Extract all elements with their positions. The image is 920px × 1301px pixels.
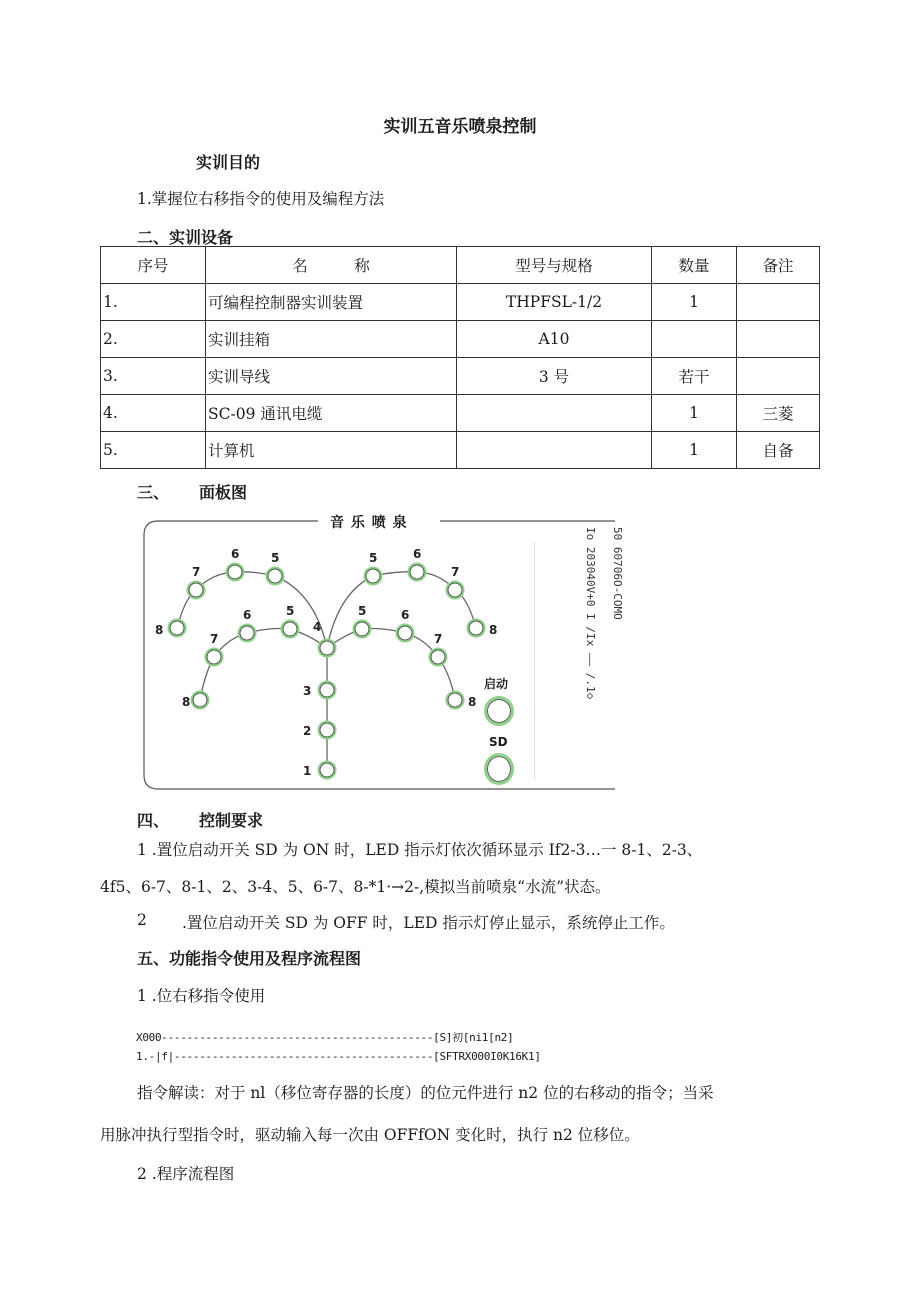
section-heading-control: 控制要求 [199, 811, 264, 830]
start-label: 启动 [484, 677, 509, 691]
section-heading-panel-num: 三、 [137, 483, 170, 502]
svg-text:8: 8 [468, 695, 477, 709]
panel-svg [140, 513, 615, 793]
equipment-table [100, 246, 820, 469]
svg-text:6: 6 [401, 608, 410, 622]
cell-remark [737, 358, 820, 395]
document-title: 实训五音乐喷泉控制 [383, 117, 537, 137]
cell-model: 3 号 [457, 358, 652, 395]
cell-index: 3. [101, 358, 206, 395]
svg-text:6: 6 [231, 547, 240, 561]
svg-text:5: 5 [358, 604, 367, 618]
table-header-row [101, 247, 820, 284]
cell-name: 可编程控制器实训装置 [206, 284, 457, 321]
sd-label: SD [489, 735, 508, 749]
svg-text:8: 8 [155, 623, 164, 637]
section-heading-function: 五、功能指令使用及程序流程图 [137, 949, 362, 968]
cell-model [457, 395, 652, 432]
side-label-bottom: Io 203040V+0 I /Ix —— /.1◇ [584, 527, 597, 700]
cell-index: 2. [101, 321, 206, 358]
svg-text:7: 7 [434, 632, 443, 646]
table-row [101, 321, 820, 358]
cell-index: 1. [101, 284, 206, 321]
table-row [101, 395, 820, 432]
svg-text:5: 5 [271, 551, 280, 565]
ladder-line-1: X000-------------------------------------------[S]初[ni1[n2] [136, 1031, 514, 1044]
cell-model: THPFSL-1/2 [457, 284, 652, 321]
requirement-2-num: 2 [137, 911, 147, 929]
svg-text:7: 7 [451, 565, 460, 579]
panel-title: 音 乐 喷 泉 [330, 515, 408, 531]
cell-model: A10 [457, 321, 652, 358]
section-heading-equipment: 二、实训设备 [137, 228, 234, 247]
table-row [101, 432, 820, 469]
explanation-line-2: 用脉冲执行型指令时，驱动输入每一次由 OFFfON 变化时，执行 n2 位移位。 [100, 1126, 640, 1144]
side-label-top: 50 60706O-COMO [611, 527, 624, 620]
cell-model [457, 432, 652, 469]
svg-text:3: 3 [303, 684, 312, 698]
svg-text:5: 5 [286, 604, 295, 618]
purpose-item-1: 1.掌握位右移指令的使用及编程方法 [137, 190, 385, 208]
cell-quantity: 1 [652, 432, 737, 469]
svg-text:8: 8 [182, 695, 191, 709]
svg-text:8: 8 [489, 623, 498, 637]
header-model: 型号与规格 [457, 247, 652, 284]
svg-text:7: 7 [210, 632, 219, 646]
subheading-shift-instruction: 1 .位右移指令使用 [137, 987, 266, 1005]
svg-text:2: 2 [303, 724, 312, 738]
cell-name: 实训导线 [206, 358, 457, 395]
cell-name: SC-09 通讯电缆 [206, 395, 457, 432]
requirement-2-text: .置位启动开关 SD 为 OFF 时，LED 指示灯停止显示，系统停止工作。 [182, 914, 675, 932]
cell-remark: 自备 [737, 432, 820, 469]
cell-index: 4. [101, 395, 206, 432]
svg-text:1: 1 [303, 764, 312, 778]
fountain-panel-diagram [140, 513, 624, 793]
cell-quantity: 1 [652, 395, 737, 432]
table-row [101, 358, 820, 395]
terminal-column [534, 543, 536, 779]
table-row [101, 284, 820, 321]
svg-text:7: 7 [192, 565, 201, 579]
section-heading-purpose: 实训目的 [196, 153, 261, 172]
cell-name: 计算机 [206, 432, 457, 469]
svg-text:6: 6 [243, 608, 252, 622]
sd-switch[interactable] [484, 753, 514, 785]
requirement-1-line-2: 4f5、6-7、8-1、2、3-4、5、6-7、8-*1·→2-,模拟当前喷泉“水流”状态。 [100, 878, 611, 896]
header-quantity: 数量 [652, 247, 737, 284]
svg-text:5: 5 [369, 551, 378, 565]
cell-name: 实训挂箱 [206, 321, 457, 358]
section-heading-control-num: 四、 [137, 811, 170, 830]
cell-remark [737, 321, 820, 358]
header-index: 序号 [101, 247, 206, 284]
cell-quantity: 1 [652, 284, 737, 321]
cell-remark [737, 284, 820, 321]
cell-index: 5. [101, 432, 206, 469]
svg-text:6: 6 [413, 547, 422, 561]
subheading-flowchart: 2 .程序流程图 [137, 1165, 235, 1183]
cell-quantity [652, 321, 737, 358]
explanation-line-1: 指令解读：对于 nl（移位寄存器的长度）的位元件进行 n2 位的右移动的指令；当采 [137, 1084, 714, 1102]
ladder-line-2: 1.-|f|-----------------------------------------[SFTRX000I0K16K1] [136, 1050, 541, 1063]
header-remark: 备注 [737, 247, 820, 284]
cell-quantity: 若干 [652, 358, 737, 395]
start-button[interactable] [484, 696, 514, 726]
header-name: 名 称 [206, 247, 457, 284]
cell-remark: 三菱 [737, 395, 820, 432]
requirement-1-line-1: 1 .置位启动开关 SD 为 ON 时，LED 指示灯依次循环显示 If2-3…一 8-1、2-3、 [137, 841, 703, 859]
section-heading-panel: 面板图 [199, 483, 248, 502]
svg-text:4: 4 [313, 620, 322, 634]
